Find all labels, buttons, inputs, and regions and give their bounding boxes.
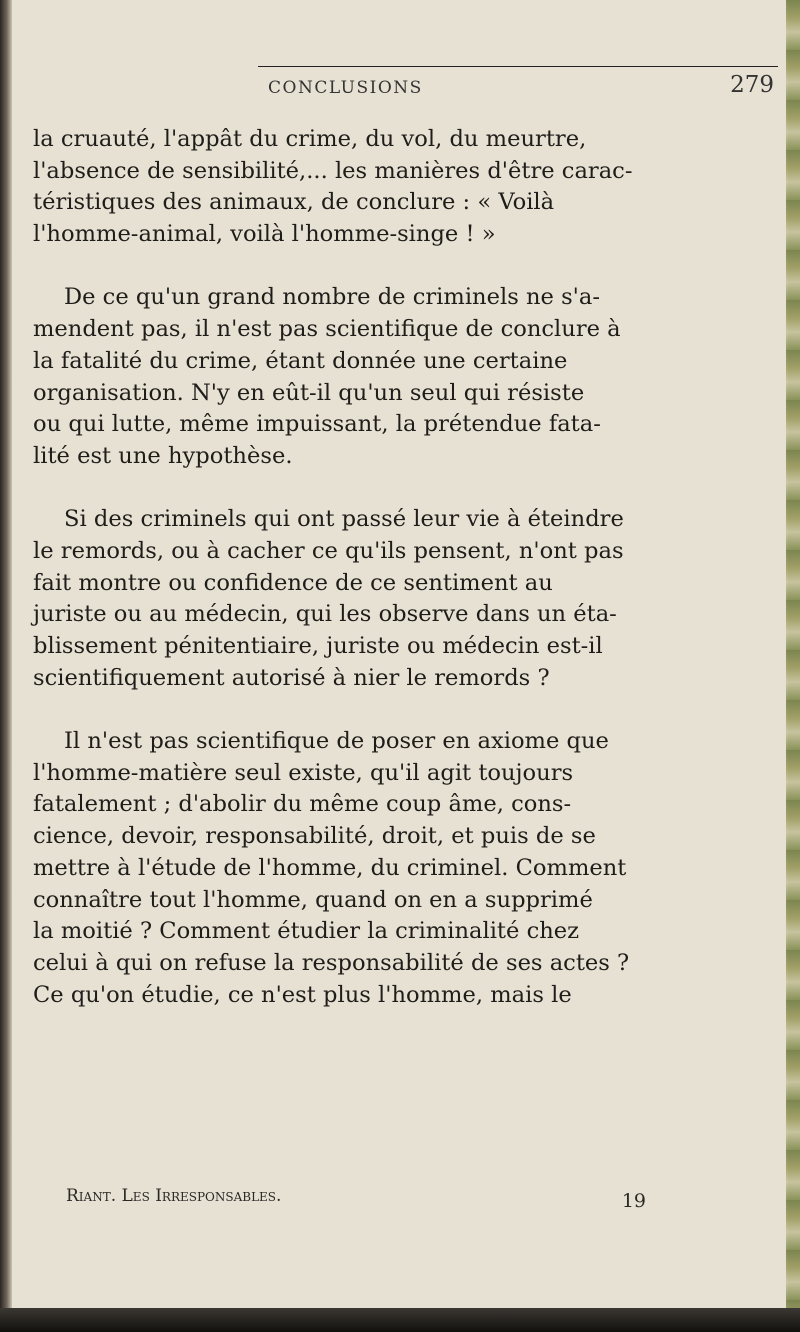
text-line: l'homme-animal, voilà l'homme-singe ! »	[33, 221, 496, 248]
text-line: scientifiquement autorisé à nier le remords ?	[33, 664, 550, 691]
text-line: la moitié ? Comment étudier la criminalité chez	[33, 918, 580, 945]
text-line: la cruauté, l'appât du crime, du vol, du meurtre,	[33, 126, 587, 152]
text-line: blissement pénitentiaire, juriste ou médecin est-il	[33, 633, 603, 659]
text-line: fatalement ; d'abolir du même coup âme, cons-	[33, 791, 572, 818]
text-line: fait montre ou confidence de ce sentiment au	[33, 569, 553, 596]
paragraph-4	[33, 726, 658, 1011]
header-rule	[258, 66, 778, 67]
text-line: Si des criminels qui ont passé leur vie à éteindre	[64, 506, 624, 533]
text-line: téristiques des animaux, de conclure : « Voilà	[33, 189, 555, 216]
bottom-binding-edge	[0, 1308, 800, 1332]
text-line: la fatalité du crime, étant donnée une certaine	[33, 347, 568, 374]
running-head	[258, 72, 778, 106]
text-line: juriste ou au médecin, qui les observe dans un éta-	[33, 601, 617, 628]
text-line: organisation. N'y en eût-il qu'un seul qui résiste	[33, 379, 585, 406]
text-line: mendent pas, il n'est pas scientifique de conclure à	[33, 316, 621, 343]
text-line: connaître tout l'homme, quand on en a supprimé	[33, 886, 593, 913]
text-line: ou qui lutte, même impuissant, la prétendue fata-	[33, 411, 601, 438]
text-line: De ce qu'un grand nombre de criminels ne s'a-	[64, 284, 600, 311]
text-line: lité est une hypothèse.	[33, 442, 293, 469]
page-edge-stack	[786, 0, 800, 1332]
paragraph-3	[33, 504, 658, 694]
text-line: le remords, ou à cacher ce qu'ils pensent, n'ont pas	[33, 537, 624, 564]
page-number: 279	[730, 72, 774, 98]
text-line: celui à qui on refuse la responsabilité de ses actes ?	[33, 949, 630, 976]
text-line: mettre à l'étude de l'homme, du criminel. Comment	[33, 854, 627, 881]
book-gutter-shadow	[0, 0, 12, 1332]
signature-number: 19	[621, 1190, 646, 1212]
text-line: cience, devoir, responsabilité, droit, et puis de se	[33, 823, 596, 850]
running-title: CONCLUSIONS	[268, 78, 423, 98]
signature-mark: Riant. Les Irresponsables.	[66, 1186, 282, 1206]
text-line: l'absence de sensibilité,... les manières d'être carac-	[33, 157, 633, 184]
paragraph-1	[33, 124, 658, 251]
text-line: Ce qu'on étudie, ce n'est plus l'homme, mais le	[33, 981, 572, 1008]
paragraph-2	[33, 282, 658, 472]
text-line: l'homme-matière seul existe, qu'il agit toujours	[33, 759, 574, 786]
body-text	[33, 124, 658, 1043]
signature-footer	[66, 1186, 646, 1216]
text-line: Il n'est pas scientifique de poser en axiome que	[64, 728, 609, 755]
